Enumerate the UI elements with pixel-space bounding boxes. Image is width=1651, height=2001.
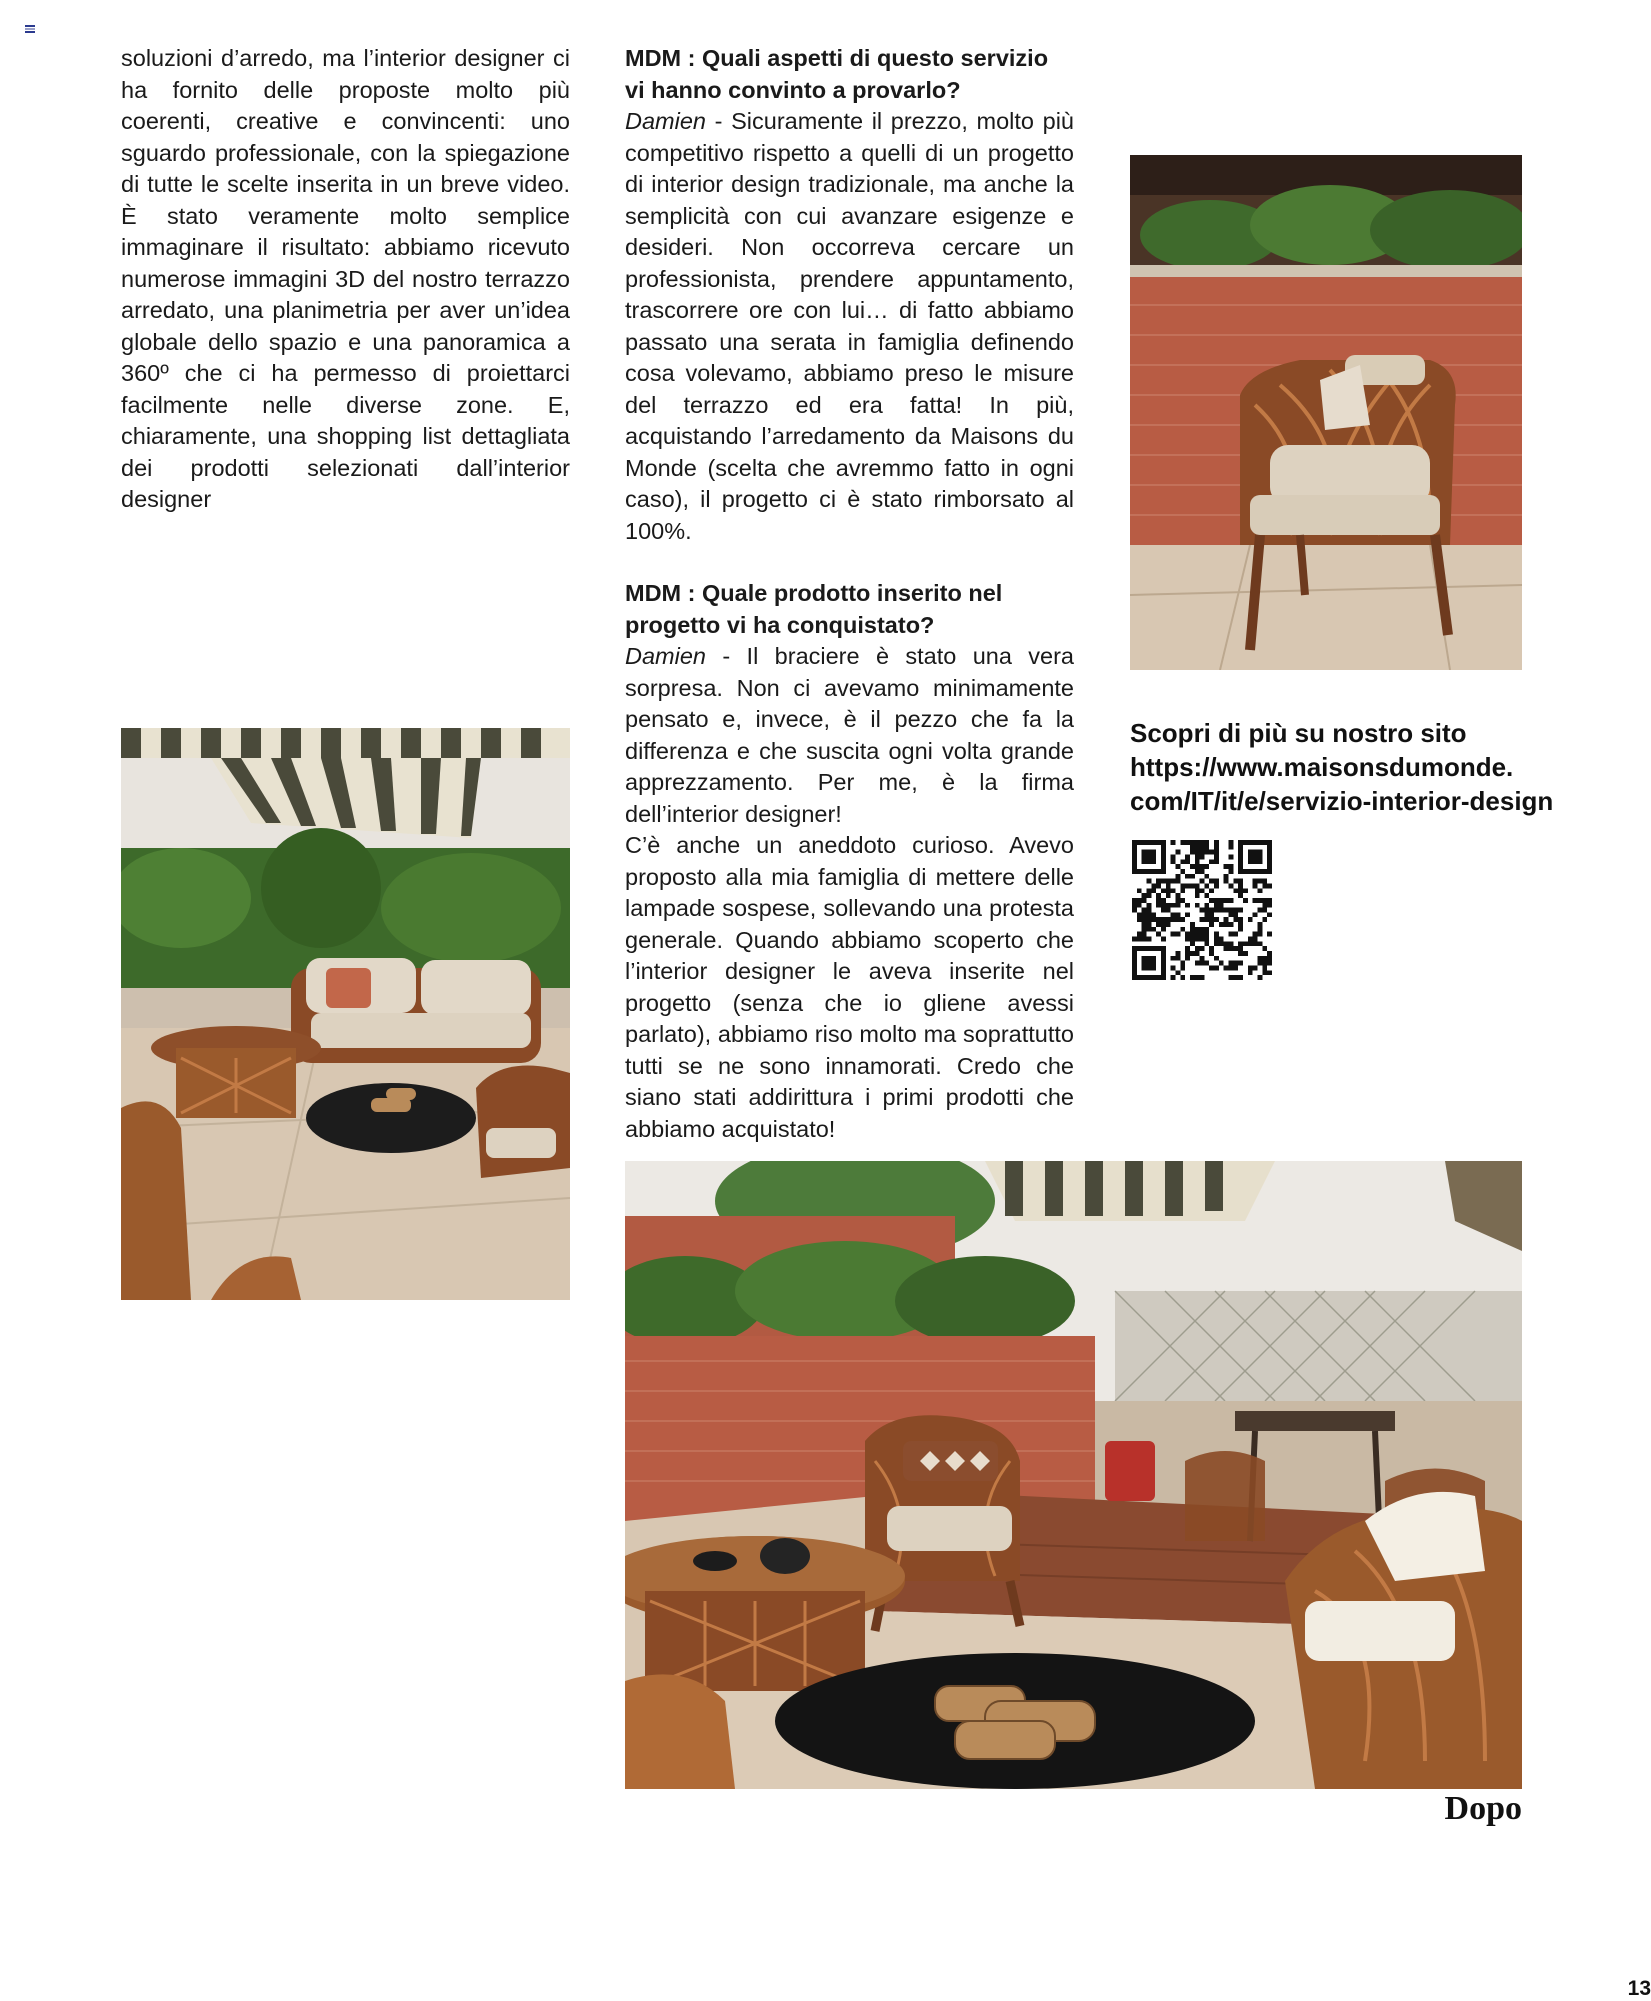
page-number: 13 [1627,1977,1651,2000]
website-url-line-1[interactable]: https://www.maisonsdumonde. [1130,752,1514,782]
qr-code-icon[interactable] [1132,840,1272,980]
website-url-line-2[interactable]: com/IT/it/e/servizio-interior-design [1130,786,1554,816]
answer-3: C’è anche un aneddoto curioso. Avevo proposto alla mia famiglia di mettere delle lampade sospese, sollevando una protesta generale. Quando abbiamo scoperto che l’interior designer le aveva inserite nel progetto (senza che io gliene avessi parlato), abbiamo riso molto ma soprattutto tutti se ne sono innamorati. Credo che siano stati addirittura i primi prodotti che abbiamo acquistato! [625,832,1074,1142]
answer-1-speaker: Damien [625,108,706,134]
terrace-after-illustration [625,1161,1522,1789]
answer-1 [625,106,1074,547]
left-body-text: soluzioni d’arredo, ma l’interior designer ci ha fornito delle proposte molto più coerenti, creative e convincenti: uno sguardo professionale, con la spiegazione di tutte le scelte inserita in un breve video. È stato veramente molto semplice immaginare il risultato: abbiamo ricevuto numerose immagini 3D del nostro terrazzo arredato, una planimetria per aver un’idea globale dello spazio e una panoramica a 360º che ci ha permesso di proiettarci facilmente nelle diverse zone. E, chiaramente, una shopping list dettagliata dei prodotti selezionati dall’interior designer [121,45,570,512]
after-caption: Dopo [1444,1790,1522,1827]
answer-2-text: - Il braciere è stato una vera sorpresa. Non ci avevamo minimamente pensato e, invece, è il pezzo che fa la differenza e che suscita ogni volta grande apprezzamento. Per me, è la firma dell’interior designer! [625,643,1074,827]
question-1: MDM : Quali aspetti di questo servizio vi hanno convinto a provarlo? [625,45,1049,103]
armchair-illustration [1130,155,1522,670]
terrace-lounge-photo [121,728,570,1300]
armchair-photo [1130,155,1522,670]
flag-icon [25,25,35,33]
interview-column [625,43,1074,1145]
terrace-after-photo [625,1161,1522,1789]
question-2: MDM : Quale prodotto inserito nel progetto vi ha conquistato? [625,580,1003,638]
qr-code-graphic [1132,840,1272,980]
website-callout-line-1: Scopri di più su nostro sito [1130,718,1467,748]
answer-2 [625,641,1074,830]
website-callout [1130,716,1630,818]
answer-1-text: - Sicuramente il prezzo, molto più competitivo rispetto a quelli di un progetto di interior design tradizionale, ma anche la semplicità con cui avanzare esigenze e desideri. Non occorreva cercare un professionista, prendere appuntamento, trascorrere ore con lui… di fatto abbiamo passato una serata in famiglia definendo cosa volevamo, abbiamo preso le misure del terrazzo ed era fatta! In più, acquistando l’arredamento da Maisons du Monde (scelta che avremmo fatto in ogni caso), il progetto ci è stato rimborsato al 100%. [625,108,1074,544]
terrace-lounge-illustration [121,728,570,1300]
answer-2-speaker: Damien [625,643,706,669]
left-text-column [121,43,570,516]
